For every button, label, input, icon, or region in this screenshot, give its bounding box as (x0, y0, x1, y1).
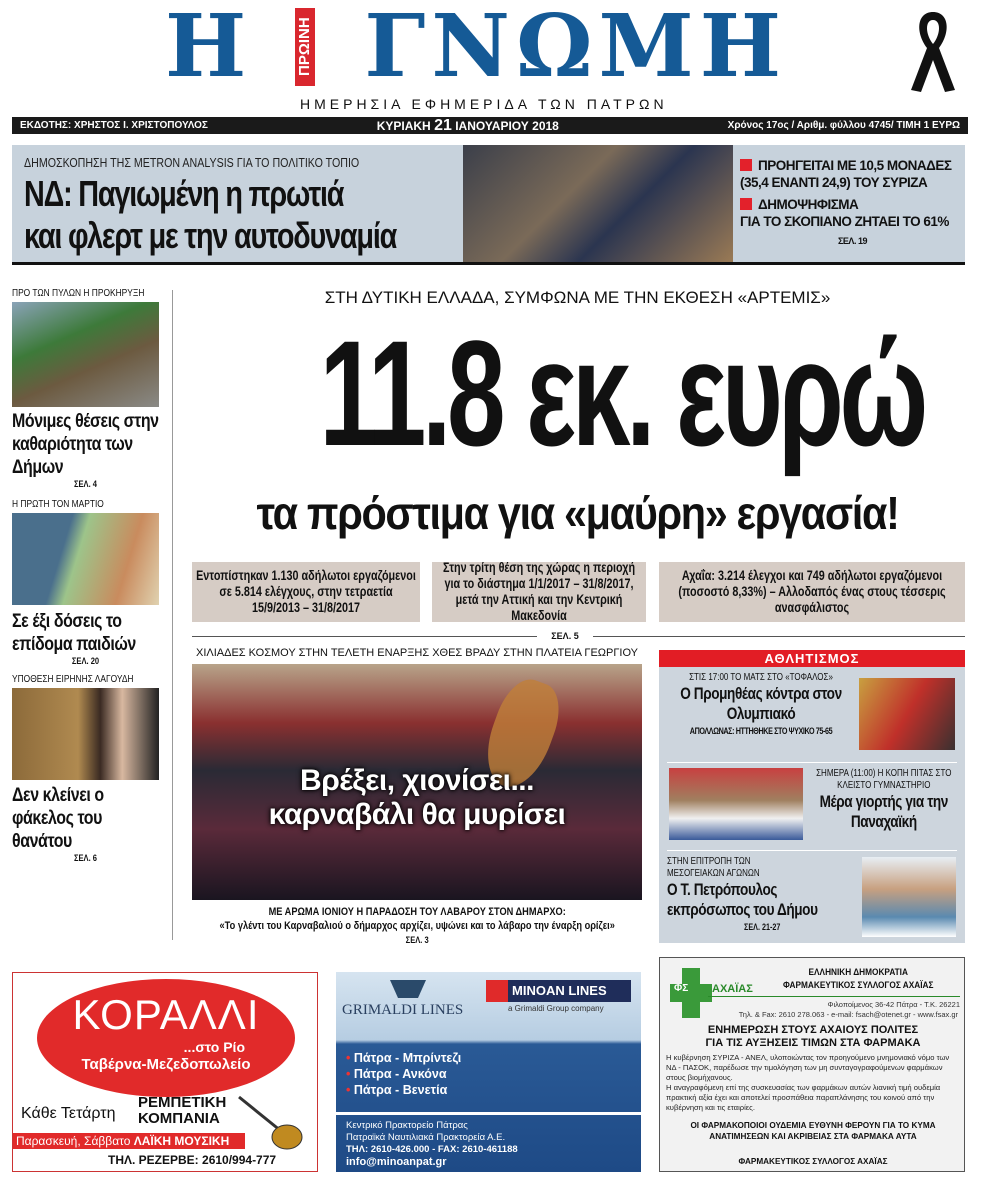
minoan-tagline: a Grimaldi Group company (508, 1004, 604, 1013)
divider (708, 996, 960, 997)
pharmacy-logo-letters: ΦΣ (674, 983, 689, 994)
sports-kicker: ΣΤΗΝ ΕΠΙΤΡΟΠΗ ΤΩΝ ΜΕΣΟΓΕΙΑΚΩΝ ΑΓΩΝΩΝ (667, 856, 760, 879)
korali-name: ΚΟΡΑΛΛΙ (72, 991, 260, 1038)
issue-info: Χρόνος 17ος / Αριθμ. φύλλου 4745/ ΤΙΜΗ 1 ΕΥΡΩ (727, 120, 960, 131)
top-bullet-2: ΔΗΜΟΨΗΦΙΣΜΑ ΓΙΑ ΤΟ ΣΚΟΠΙΑΝΟ ΖΗΤΑΕΙ ΤΟ 61% (740, 197, 949, 229)
korali-oval (37, 979, 295, 1097)
top-story[interactable] (12, 145, 965, 265)
sports-headline: Ο Προμηθέας κόντρα στον Ολυμπιακό (680, 684, 842, 723)
column-divider (172, 290, 173, 940)
minoan-logo: MINOAN LINES (486, 980, 631, 1002)
divider (192, 636, 537, 637)
carnival-kicker: ΧΙΛΙΑΔΕΣ ΚΟΣΜΟΥ ΣΤΗΝ ΤΕΛΕΤΗ ΕΝΑΡΞΗΣ ΧΘΕΣ ΒΡΑΔΥ ΣΤΗΝ ΠΛΑΤΕΙΑ ΓΕΩΡΓΙΟΥ (195, 647, 638, 659)
issue-date: ΚΥΡΙΑΚΗ 21 ΙΑΝΟΥΑΡΙΟΥ 2018 (376, 116, 559, 134)
divider (667, 762, 957, 763)
publisher: ΕΚΔΟΤΗΣ: ΧΡΗΣΤΟΣ Ι. ΧΡΙΣΤΟΠΟΥΛΟΣ (20, 120, 208, 131)
lead-fact-box (192, 562, 420, 622)
korali-day: Κάθε Τετάρτη (21, 1105, 116, 1122)
basketball-photo (859, 678, 955, 750)
pharma-signature: ΦΑΡΜΑΚΕΥΤΙΚΟΣ ΣΥΛΛΟΓΟΣ ΑΧΑΪΑΣ (738, 1157, 888, 1166)
korali-phone: ΤΗΛ. ΡΕΖΕΡΒΕ: 2610/994-777 (108, 1153, 277, 1167)
pharma-org: ΕΛΛΗΝΙΚΗ ΔΗΜΟΚΡΑΤΙΑ ΦΑΡΜΑΚΕΥΤΙΚΟΣ ΣΥΛΛΟΓΟΣ ΑΧΑΪΑΣ (782, 967, 934, 991)
lead-subhead: τα πρόστιμα για «μαύρη» εργασία! (256, 487, 899, 539)
sports-kicker: ΣΗΜΕΡΑ (11:00) Η ΚΟΠΗ ΠΙΤΑΣ ΣΤΟ ΚΛΕΙΣΤΟ ΓΥΜΝΑΣΤΗΡΙΟ (816, 768, 952, 791)
left-headline: Μόνιμες θέσεις στην καθαριότητα των Δήμων (12, 411, 159, 478)
korali-ad[interactable] (12, 972, 318, 1172)
left-kicker: ΥΠΟΘΕΣΗ ΕΙΡΗΝΗΣ ΛΑΓΟΥΔΗ (12, 674, 134, 685)
garbage-truck-photo (12, 302, 159, 407)
grimaldi-logo-icon (388, 978, 428, 1000)
lead-headline[interactable]: 11.8 εκ. ευρώ (319, 309, 925, 477)
pharma-body: Η κυβέρνηση ΣΥΡΙΖΑ - ΑΝΕΛ, υλοποιώντας τον προηγούμενο μνημονιακό νόμο των ΝΔ - ΠΑΣΟΚ, παρέδωσε την τιμολόγηση των μη συνταγογραφούμενων φαρμάκων στους βιομήχανους. Η αναγραφόμενη επί της συσκευασίας των φαρμάκων αυτών λιανική τιμή ουδεμία πρακτική αξία έχει και αποτελεί προσπάθεια παραπλάνησης του κοινού από την κυβέρνηση και τις εταιρίες. (666, 1053, 950, 1112)
left-kicker: ΠΡΟ ΤΩΝ ΠΥΛΩΝ Η ΠΡΟΚΗΡΥΞΗ (12, 288, 145, 299)
sports-section (659, 650, 965, 943)
lead-fact-text: Στην τρίτη θέση της χώρας η περιοχή για το διάστημα 1/1/2017 – 31/8/2017, μετά την Αττική και την Κεντρική Μακεδονία (442, 560, 636, 623)
pharma-title: ΕΝΗΜΕΡΩΣΗ ΣΤΟΥΣ ΑΧΑΙΟΥΣ ΠΟΛΙΤΕΣ ΓΙΑ ΤΙΣ ΑΥΞΗΣΕΙΣ ΤΙΜΩΝ ΣΤΑ ΦΑΡΜΑΚΑ (705, 1024, 921, 1049)
pharma-contact-line: Τηλ. & Fax: 2610 278.063 - e-mail: fsach@otenet.gr - www.fsax.gr (738, 1010, 958, 1019)
logo-word: ΓΝΩΜΗ (364, 2, 787, 92)
divider (667, 850, 957, 851)
sports-extra: ΑΠΟΛΛΩΝΑΣ: ΗΤΤΗΘΗΚΕ ΣΤΟ ΨΥΧΙΚΟ 75-65 (689, 726, 833, 736)
lead-fact-text: Αχαΐα: 3.214 έλεγχοι και 749 αδήλωτοι εργαζόμενοι (ποσοστό 8,33%) – Αλλοδαπός ένας στους τέσσερις ανασφάλιστος (678, 568, 946, 615)
lead-kicker: ΣΤΗ ΔΥΤΙΚΗ ΕΛΛΑΔΑ, ΣΥΜΦΩΝΑ ΜΕ ΤΗΝ ΕΚΘΕΣΗ «ΑΡΤΕΜΙΣ» (324, 288, 831, 307)
left-headline: Σε έξι δόσεις το επίδομα παιδιών (12, 611, 136, 655)
lead-fact-box (659, 562, 965, 622)
sports-story-3[interactable] (667, 856, 857, 932)
page-ref: ΣΕΛ. 5 (551, 631, 579, 641)
pharma-footer: ΟΙ ΦΑΡΜΑΚΟΠΟΙΟΙ ΟΥΔΕΜΙΑ ΕΥΘΥΝΗ ΦΕΡΟΥΝ ΓΙΑ ΤΟ ΚΥΜΑ ΑΝΑΤΙΜΗΣΕΩΝ ΚΑΙ ΑΚΡΙΒΕΙΑΣ ΣΤΑ ΦΑΡΜΑΚΑ ΑΥΤΑ (690, 1121, 936, 1141)
page-ref: ΣΕΛ. 4 (73, 479, 98, 489)
masthead-info-bar (12, 117, 968, 134)
korali-type: Ταβέρνα-Μεζεδοπωλείο (81, 1056, 251, 1073)
sports-story-1[interactable] (663, 672, 859, 737)
pharmacists-ad[interactable] (659, 957, 965, 1172)
divider (336, 1112, 641, 1115)
mourning-ribbon-icon (905, 8, 961, 94)
sports-headline: Ο Τ. Πετρόπουλος εκπρόσωπος του Δήμου (667, 880, 818, 919)
page-ref: ΣΕΛ. 19 (838, 236, 867, 246)
left-story-3[interactable] (12, 674, 159, 863)
left-story-1[interactable] (12, 288, 159, 489)
sports-headline: Μέρα γιορτής για την Παναχαϊκή (819, 792, 948, 831)
masthead-subtitle: ΗΜΕΡΗΣΙΑ ΕΦΗΜΕΡΙΔΑ ΤΩΝ ΠΑΤΡΩΝ (300, 96, 668, 112)
pita-ceremony-photo (669, 768, 803, 840)
lead-fact-text: Εντοπίστηκαν 1.130 αδήλωτοι εργαζόμενοι σε 5.814 ελέγχους, στην τετραετία 15/9/2013 – 31/8/2017 (196, 568, 416, 615)
logo-letter: Η (165, 2, 247, 92)
child-euros-photo (12, 513, 159, 605)
minoan-lines-ad[interactable] (336, 972, 641, 1172)
bouzouki-icon (235, 1093, 305, 1155)
logo-tag: ΠΡΩΙΝΗ (295, 8, 315, 86)
minoan-contact: Κεντρικό Πρακτορείο Πάτρας Πατραϊκά Ναυτιλιακά Πρακτορεία Α.Ε. ΤΗΛ: 2610-426.000 - FAX: 2610-461188 info@minoanpat.gr (346, 1120, 518, 1168)
lead-headline-wrap (190, 308, 965, 478)
routes-list: • Πάτρα - Μπρίντεζι • Πάτρα - Ανκόνα • Πάτρα - Βενετία (346, 1051, 462, 1097)
woman-police-photo (12, 688, 159, 780)
left-column (12, 288, 159, 863)
left-kicker: Η ΠΡΩΤΗ ΤΟΝ ΜΑΡΤΙΟ (12, 499, 104, 510)
carnival-overlay: Βρέξει, χιονίσει... καρναβάλι θα μυρίσει (268, 764, 566, 831)
korali-place: ...στο Ρίο (183, 1039, 245, 1055)
page-ref: ΣΕΛ. 21-27 (744, 922, 781, 932)
top-story-headline: ΝΔ: Παγιωμένη η πρωτιά και φλερτ με την αυτοδυναμία (24, 173, 397, 256)
carnival-caption: ΜΕ ΑΡΩΜΑ ΙΟΝΙΟΥ Η ΠΑΡΑΔΟΣΗ ΤΟΥ ΛΑΒΑΡΟΥ ΣΤΟΝ ΔΗΜΑΡΧΟ: «Το γλέντι του Καρναβαλιού ο δήμαρχος αρχίζει, υψώνει και το λάβαρο την έναρξη ορίζει» ΣΕΛ. 3 (219, 906, 615, 945)
carnival-photo[interactable] (192, 664, 642, 900)
lead-subhead-wrap (190, 485, 965, 541)
korali-show: ΡΕΜΠΕΤΙΚΗ ΚΟΜΠΑΝΙΑ (138, 1094, 227, 1127)
left-headline: Δεν κλείνει ο φάκελος του θανάτου (12, 785, 104, 852)
petropoulos-photo (862, 857, 956, 937)
pharma-contact: Φιλοποίμενος 36-42 Πάτρα - Τ.Κ. 26221 (827, 1000, 960, 1009)
grimaldi-logo: GRIMALDI LINES (342, 1002, 464, 1018)
left-story-2[interactable] (12, 499, 159, 666)
top-story-kicker: ΔΗΜΟΣΚΟΠΗΣΗ ΤΗΣ METRON ANALYSIS ΓΙΑ ΤΟ ΠΟΛΙΤΙΚΟ ΤΟΠΙΟ (24, 155, 360, 170)
top-bullet-1: ΠΡΟΗΓΕΙΤΑΙ ΜΕ 10,5 ΜΟΝΑΔΕΣ (35,4 ΕΝΑΝΤΙ 24,9) ΤΟΥ ΣΥΡΙΖΑ (740, 158, 952, 190)
sports-header: ΑΘΛΗΤΙΣΜΟΣ (659, 650, 965, 667)
pharmacy-logo-text: ΑΧΑΪΑΣ (712, 983, 753, 995)
korali-banner: Παρασκευή, Σάββατο ΛΑΪΚΗ ΜΟΥΣΙΚΗ (13, 1133, 245, 1149)
politicians-photo (463, 145, 733, 262)
sports-story-2[interactable] (807, 768, 961, 832)
sports-kicker: ΣΤΙΣ 17:00 ΤΟ ΜΑΤΣ ΣΤΟ «ΤΟΦΑΛΟΣ» (689, 672, 833, 683)
page-ref: ΣΕΛ. 6 (73, 853, 98, 863)
page-ref: ΣΕΛ. 20 (71, 656, 100, 666)
lead-fact-box (432, 562, 646, 622)
newspaper-logo (165, 2, 787, 92)
divider (593, 636, 965, 637)
